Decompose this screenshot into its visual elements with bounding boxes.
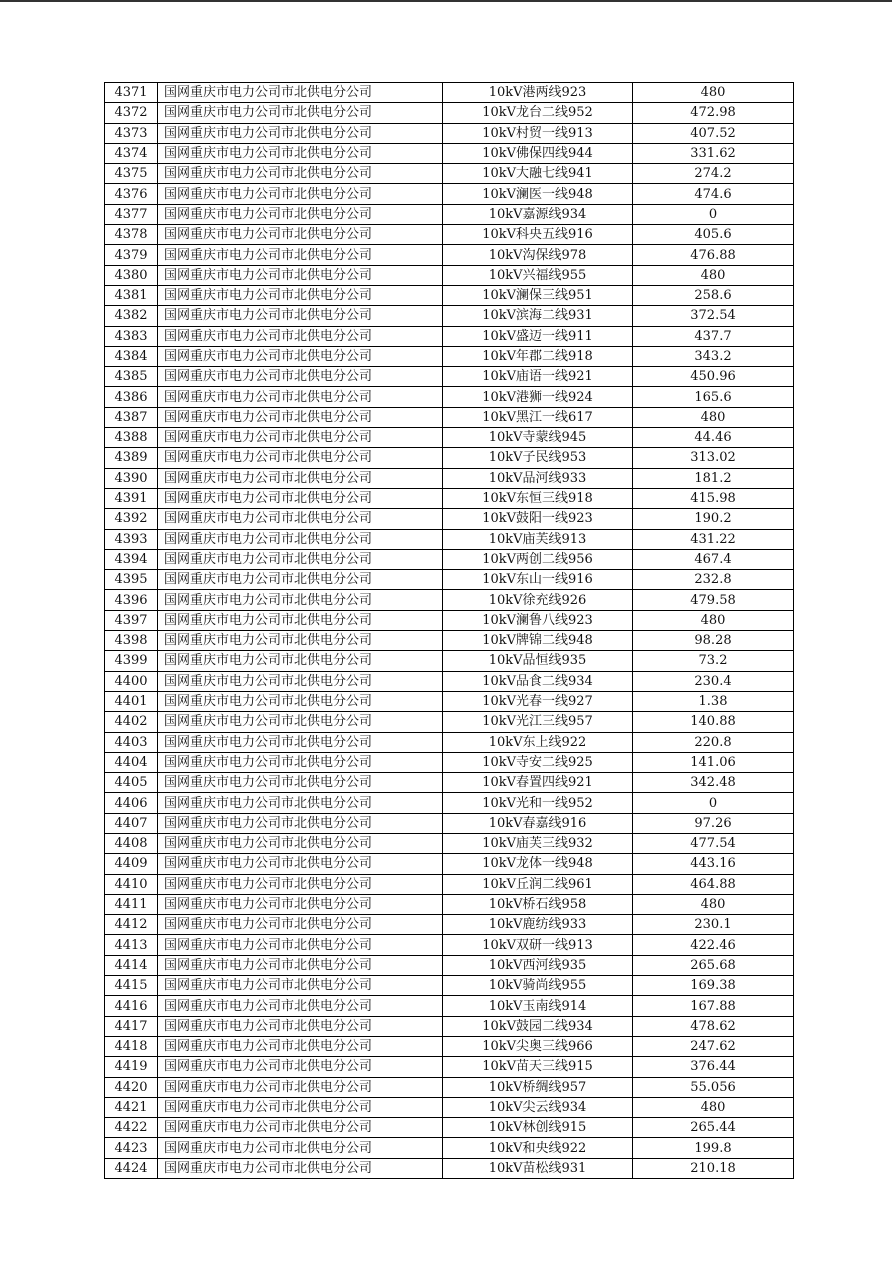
line-name-cell: 10kV苗松线931 [443, 1158, 633, 1178]
line-name-cell: 10kV品恒线935 [443, 651, 633, 671]
line-name-cell: 10kV春置四线921 [443, 773, 633, 793]
row-number-cell: 4417 [105, 1016, 158, 1036]
company-cell: 国网重庆市电力公司市北供电分公司 [158, 1077, 443, 1097]
row-number-cell: 4421 [105, 1097, 158, 1117]
value-cell: 230.4 [633, 671, 794, 691]
company-cell: 国网重庆市电力公司市北供电分公司 [158, 143, 443, 163]
row-number-cell: 4382 [105, 306, 158, 326]
company-cell: 国网重庆市电力公司市北供电分公司 [158, 509, 443, 529]
line-name-cell: 10kV双研一线913 [443, 935, 633, 955]
line-name-cell: 10kV科央五线916 [443, 225, 633, 245]
line-name-cell: 10kV大融七线941 [443, 164, 633, 184]
row-number-cell: 4420 [105, 1077, 158, 1097]
row-number-cell: 4376 [105, 184, 158, 204]
value-cell: 405.6 [633, 225, 794, 245]
row-number-cell: 4388 [105, 428, 158, 448]
value-cell: 342.48 [633, 773, 794, 793]
value-cell: 437.7 [633, 326, 794, 346]
row-number-cell: 4422 [105, 1118, 158, 1138]
table-row [105, 874, 794, 894]
value-cell: 464.88 [633, 874, 794, 894]
line-name-cell: 10kV徐充线926 [443, 590, 633, 610]
line-name-cell: 10kV品河线933 [443, 468, 633, 488]
company-cell: 国网重庆市电力公司市北供电分公司 [158, 1097, 443, 1117]
row-number-cell: 4381 [105, 285, 158, 305]
value-cell: 480 [633, 610, 794, 630]
table-row [105, 326, 794, 346]
row-number-cell: 4384 [105, 346, 158, 366]
value-cell: 480 [633, 407, 794, 427]
value-cell: 480 [633, 894, 794, 914]
table-row [105, 367, 794, 387]
line-name-cell: 10kV尖奥三线966 [443, 1036, 633, 1056]
line-name-cell: 10kV澜鲁八线923 [443, 610, 633, 630]
line-name-cell: 10kV庙芙三线932 [443, 833, 633, 853]
table-row [105, 996, 794, 1016]
company-cell: 国网重庆市电力公司市北供电分公司 [158, 793, 443, 813]
table-row [105, 509, 794, 529]
table-row [105, 1158, 794, 1178]
table-row [105, 123, 794, 143]
line-name-cell: 10kV光和一线952 [443, 793, 633, 813]
row-number-cell: 4391 [105, 488, 158, 508]
value-cell: 169.38 [633, 976, 794, 996]
table-row [105, 1077, 794, 1097]
line-name-cell: 10kV鼓园二线934 [443, 1016, 633, 1036]
row-number-cell: 4410 [105, 874, 158, 894]
line-name-cell: 10kV嘉源线934 [443, 204, 633, 224]
line-name-cell: 10kV村贸一线913 [443, 123, 633, 143]
table-row [105, 184, 794, 204]
line-name-cell: 10kV林创线915 [443, 1118, 633, 1138]
line-name-cell: 10kV东上线922 [443, 732, 633, 752]
line-name-cell: 10kV鼓阳一线923 [443, 509, 633, 529]
value-cell: 376.44 [633, 1057, 794, 1077]
value-cell: 480 [633, 83, 794, 103]
line-name-cell: 10kV东山一线916 [443, 570, 633, 590]
line-name-cell: 10kV光春一线927 [443, 691, 633, 711]
value-cell: 98.28 [633, 631, 794, 651]
table-body [105, 83, 794, 1179]
row-number-cell: 4393 [105, 529, 158, 549]
line-name-cell: 10kV尖云线934 [443, 1097, 633, 1117]
line-name-cell: 10kV桥绸线957 [443, 1077, 633, 1097]
table-row [105, 752, 794, 772]
value-cell: 181.2 [633, 468, 794, 488]
value-cell: 274.2 [633, 164, 794, 184]
value-cell: 1.38 [633, 691, 794, 711]
row-number-cell: 4412 [105, 915, 158, 935]
row-number-cell: 4403 [105, 732, 158, 752]
company-cell: 国网重庆市电力公司市北供电分公司 [158, 976, 443, 996]
value-cell: 141.06 [633, 752, 794, 772]
value-cell: 407.52 [633, 123, 794, 143]
row-number-cell: 4405 [105, 773, 158, 793]
line-name-cell: 10kV光江三线957 [443, 712, 633, 732]
table-row [105, 265, 794, 285]
row-number-cell: 4395 [105, 570, 158, 590]
value-cell: 450.96 [633, 367, 794, 387]
value-cell: 199.8 [633, 1138, 794, 1158]
row-number-cell: 4423 [105, 1138, 158, 1158]
line-name-cell: 10kV澜保三线951 [443, 285, 633, 305]
table-row [105, 651, 794, 671]
table-row [105, 245, 794, 265]
row-number-cell: 4380 [105, 265, 158, 285]
company-cell: 国网重庆市电力公司市北供电分公司 [158, 83, 443, 103]
company-cell: 国网重庆市电力公司市北供电分公司 [158, 184, 443, 204]
line-name-cell: 10kV桥石线958 [443, 894, 633, 914]
line-name-cell: 10kV滨海二线931 [443, 306, 633, 326]
value-cell: 265.68 [633, 955, 794, 975]
row-number-cell: 4372 [105, 103, 158, 123]
line-name-cell: 10kV庙语一线921 [443, 367, 633, 387]
line-name-cell: 10kV澜医一线948 [443, 184, 633, 204]
value-cell: 372.54 [633, 306, 794, 326]
company-cell: 国网重庆市电力公司市北供电分公司 [158, 671, 443, 691]
value-cell: 73.2 [633, 651, 794, 671]
row-number-cell: 4377 [105, 204, 158, 224]
table-row [105, 833, 794, 853]
table-row [105, 773, 794, 793]
row-number-cell: 4398 [105, 631, 158, 651]
company-cell: 国网重庆市电力公司市北供电分公司 [158, 590, 443, 610]
table-row [105, 732, 794, 752]
row-number-cell: 4414 [105, 955, 158, 975]
row-number-cell: 4385 [105, 367, 158, 387]
company-cell: 国网重庆市电力公司市北供电分公司 [158, 833, 443, 853]
row-number-cell: 4371 [105, 83, 158, 103]
table-row [105, 915, 794, 935]
table-row [105, 1097, 794, 1117]
row-number-cell: 4374 [105, 143, 158, 163]
row-number-cell: 4397 [105, 610, 158, 630]
table-row [105, 285, 794, 305]
company-cell: 国网重庆市电力公司市北供电分公司 [158, 285, 443, 305]
row-number-cell: 4373 [105, 123, 158, 143]
line-name-cell: 10kV盛迈一线911 [443, 326, 633, 346]
company-cell: 国网重庆市电力公司市北供电分公司 [158, 894, 443, 914]
row-number-cell: 4379 [105, 245, 158, 265]
table-row [105, 448, 794, 468]
row-number-cell: 4387 [105, 407, 158, 427]
company-cell: 国网重庆市电力公司市北供电分公司 [158, 752, 443, 772]
company-cell: 国网重庆市电力公司市北供电分公司 [158, 1057, 443, 1077]
table-row [105, 143, 794, 163]
company-cell: 国网重庆市电力公司市北供电分公司 [158, 164, 443, 184]
value-cell: 230.1 [633, 915, 794, 935]
line-name-cell: 10kV寺安二线925 [443, 752, 633, 772]
table-row [105, 691, 794, 711]
company-cell: 国网重庆市电力公司市北供电分公司 [158, 915, 443, 935]
line-name-cell: 10kV黑江一线617 [443, 407, 633, 427]
company-cell: 国网重庆市电力公司市北供电分公司 [158, 1016, 443, 1036]
table-row [105, 976, 794, 996]
company-cell: 国网重庆市电力公司市北供电分公司 [158, 1138, 443, 1158]
value-cell: 210.18 [633, 1158, 794, 1178]
line-name-cell: 10kV品食二线934 [443, 671, 633, 691]
table-row [105, 813, 794, 833]
line-name-cell: 10kV兴福线955 [443, 265, 633, 285]
table-row [105, 590, 794, 610]
table-row [105, 346, 794, 366]
table-row [105, 1036, 794, 1056]
company-cell: 国网重庆市电力公司市北供电分公司 [158, 488, 443, 508]
value-cell: 55.056 [633, 1077, 794, 1097]
company-cell: 国网重庆市电力公司市北供电分公司 [158, 1036, 443, 1056]
company-cell: 国网重庆市电力公司市北供电分公司 [158, 1118, 443, 1138]
table-row [105, 387, 794, 407]
table-row [105, 103, 794, 123]
line-name-cell: 10kV子民线953 [443, 448, 633, 468]
row-number-cell: 4392 [105, 509, 158, 529]
company-cell: 国网重庆市电力公司市北供电分公司 [158, 631, 443, 651]
company-cell: 国网重庆市电力公司市北供电分公司 [158, 1158, 443, 1178]
company-cell: 国网重庆市电力公司市北供电分公司 [158, 265, 443, 285]
table-row [105, 570, 794, 590]
value-cell: 140.88 [633, 712, 794, 732]
company-cell: 国网重庆市电力公司市北供电分公司 [158, 549, 443, 569]
row-number-cell: 4411 [105, 894, 158, 914]
table-row [105, 671, 794, 691]
table-row [105, 164, 794, 184]
company-cell: 国网重庆市电力公司市北供电分公司 [158, 570, 443, 590]
table-row [105, 935, 794, 955]
row-number-cell: 4415 [105, 976, 158, 996]
row-number-cell: 4396 [105, 590, 158, 610]
line-name-cell: 10kV寺蒙线945 [443, 428, 633, 448]
row-number-cell: 4406 [105, 793, 158, 813]
table-row [105, 306, 794, 326]
line-name-cell: 10kV龙体一线948 [443, 854, 633, 874]
row-number-cell: 4394 [105, 549, 158, 569]
table-row [105, 428, 794, 448]
row-number-cell: 4378 [105, 225, 158, 245]
value-cell: 431.22 [633, 529, 794, 549]
table-row [105, 712, 794, 732]
table-row [105, 1118, 794, 1138]
company-cell: 国网重庆市电力公司市北供电分公司 [158, 651, 443, 671]
row-number-cell: 4408 [105, 833, 158, 853]
table-row [105, 955, 794, 975]
value-cell: 265.44 [633, 1118, 794, 1138]
company-cell: 国网重庆市电力公司市北供电分公司 [158, 225, 443, 245]
line-name-cell: 10kV沟保线978 [443, 245, 633, 265]
row-number-cell: 4400 [105, 671, 158, 691]
line-name-cell: 10kV龙台二线952 [443, 103, 633, 123]
table-row [105, 631, 794, 651]
company-cell: 国网重庆市电力公司市北供电分公司 [158, 854, 443, 874]
table-row [105, 83, 794, 103]
company-cell: 国网重庆市电力公司市北供电分公司 [158, 123, 443, 143]
line-name-cell: 10kV佛保四线944 [443, 143, 633, 163]
row-number-cell: 4402 [105, 712, 158, 732]
company-cell: 国网重庆市电力公司市北供电分公司 [158, 996, 443, 1016]
line-name-cell: 10kV港狮一线924 [443, 387, 633, 407]
company-cell: 国网重庆市电力公司市北供电分公司 [158, 955, 443, 975]
company-cell: 国网重庆市电力公司市北供电分公司 [158, 306, 443, 326]
line-name-cell: 10kV骑尚线955 [443, 976, 633, 996]
value-cell: 0 [633, 204, 794, 224]
table-row [105, 793, 794, 813]
line-name-cell: 10kV丘润二线961 [443, 874, 633, 894]
row-number-cell: 4401 [105, 691, 158, 711]
company-cell: 国网重庆市电力公司市北供电分公司 [158, 103, 443, 123]
value-cell: 258.6 [633, 285, 794, 305]
value-cell: 331.62 [633, 143, 794, 163]
company-cell: 国网重庆市电力公司市北供电分公司 [158, 407, 443, 427]
row-number-cell: 4424 [105, 1158, 158, 1178]
company-cell: 国网重庆市电力公司市北供电分公司 [158, 610, 443, 630]
company-cell: 国网重庆市电力公司市北供电分公司 [158, 874, 443, 894]
value-cell: 422.46 [633, 935, 794, 955]
row-number-cell: 4416 [105, 996, 158, 1016]
line-name-cell: 10kV庙芙线913 [443, 529, 633, 549]
company-cell: 国网重庆市电力公司市北供电分公司 [158, 204, 443, 224]
line-name-cell: 10kV年郡二线918 [443, 346, 633, 366]
line-name-cell: 10kV牌锦二线948 [443, 631, 633, 651]
data-table [104, 82, 794, 1179]
value-cell: 415.98 [633, 488, 794, 508]
value-cell: 167.88 [633, 996, 794, 1016]
table-row [105, 549, 794, 569]
company-cell: 国网重庆市电力公司市北供电分公司 [158, 468, 443, 488]
line-name-cell: 10kV春嘉线916 [443, 813, 633, 833]
company-cell: 国网重庆市电力公司市北供电分公司 [158, 326, 443, 346]
value-cell: 472.98 [633, 103, 794, 123]
value-cell: 480 [633, 265, 794, 285]
row-number-cell: 4404 [105, 752, 158, 772]
row-number-cell: 4375 [105, 164, 158, 184]
value-cell: 220.8 [633, 732, 794, 752]
row-number-cell: 4389 [105, 448, 158, 468]
line-name-cell: 10kV两创二线956 [443, 549, 633, 569]
value-cell: 247.62 [633, 1036, 794, 1056]
table-row [105, 1138, 794, 1158]
value-cell: 480 [633, 1097, 794, 1117]
value-cell: 97.26 [633, 813, 794, 833]
line-name-cell: 10kV和央线922 [443, 1138, 633, 1158]
company-cell: 国网重庆市电力公司市北供电分公司 [158, 529, 443, 549]
value-cell: 478.62 [633, 1016, 794, 1036]
value-cell: 165.6 [633, 387, 794, 407]
row-number-cell: 4399 [105, 651, 158, 671]
value-cell: 443.16 [633, 854, 794, 874]
table-row [105, 407, 794, 427]
row-number-cell: 4390 [105, 468, 158, 488]
company-cell: 国网重庆市电力公司市北供电分公司 [158, 732, 443, 752]
company-cell: 国网重庆市电力公司市北供电分公司 [158, 367, 443, 387]
value-cell: 313.02 [633, 448, 794, 468]
row-number-cell: 4418 [105, 1036, 158, 1056]
table-row [105, 894, 794, 914]
company-cell: 国网重庆市电力公司市北供电分公司 [158, 428, 443, 448]
company-cell: 国网重庆市电力公司市北供电分公司 [158, 387, 443, 407]
value-cell: 477.54 [633, 833, 794, 853]
line-name-cell: 10kV玉南线914 [443, 996, 633, 1016]
line-name-cell: 10kV港两线923 [443, 83, 633, 103]
table-row [105, 468, 794, 488]
line-name-cell: 10kV西河线935 [443, 955, 633, 975]
value-cell: 479.58 [633, 590, 794, 610]
value-cell: 44.46 [633, 428, 794, 448]
table-row [105, 225, 794, 245]
company-cell: 国网重庆市电力公司市北供电分公司 [158, 712, 443, 732]
table-row [105, 610, 794, 630]
table-row [105, 488, 794, 508]
row-number-cell: 4409 [105, 854, 158, 874]
table-row [105, 529, 794, 549]
value-cell: 474.6 [633, 184, 794, 204]
page-top-border [0, 0, 892, 2]
value-cell: 476.88 [633, 245, 794, 265]
value-cell: 343.2 [633, 346, 794, 366]
company-cell: 国网重庆市电力公司市北供电分公司 [158, 813, 443, 833]
table-row [105, 854, 794, 874]
company-cell: 国网重庆市电力公司市北供电分公司 [158, 245, 443, 265]
line-name-cell: 10kV苗天三线915 [443, 1057, 633, 1077]
value-cell: 467.4 [633, 549, 794, 569]
row-number-cell: 4383 [105, 326, 158, 346]
row-number-cell: 4407 [105, 813, 158, 833]
company-cell: 国网重庆市电力公司市北供电分公司 [158, 448, 443, 468]
company-cell: 国网重庆市电力公司市北供电分公司 [158, 773, 443, 793]
table-row [105, 204, 794, 224]
table-row [105, 1016, 794, 1036]
company-cell: 国网重庆市电力公司市北供电分公司 [158, 935, 443, 955]
row-number-cell: 4386 [105, 387, 158, 407]
company-cell: 国网重庆市电力公司市北供电分公司 [158, 346, 443, 366]
row-number-cell: 4419 [105, 1057, 158, 1077]
line-name-cell: 10kV鹿纺线933 [443, 915, 633, 935]
value-cell: 190.2 [633, 509, 794, 529]
value-cell: 0 [633, 793, 794, 813]
line-name-cell: 10kV东恒三线918 [443, 488, 633, 508]
table-row [105, 1057, 794, 1077]
company-cell: 国网重庆市电力公司市北供电分公司 [158, 691, 443, 711]
row-number-cell: 4413 [105, 935, 158, 955]
value-cell: 232.8 [633, 570, 794, 590]
